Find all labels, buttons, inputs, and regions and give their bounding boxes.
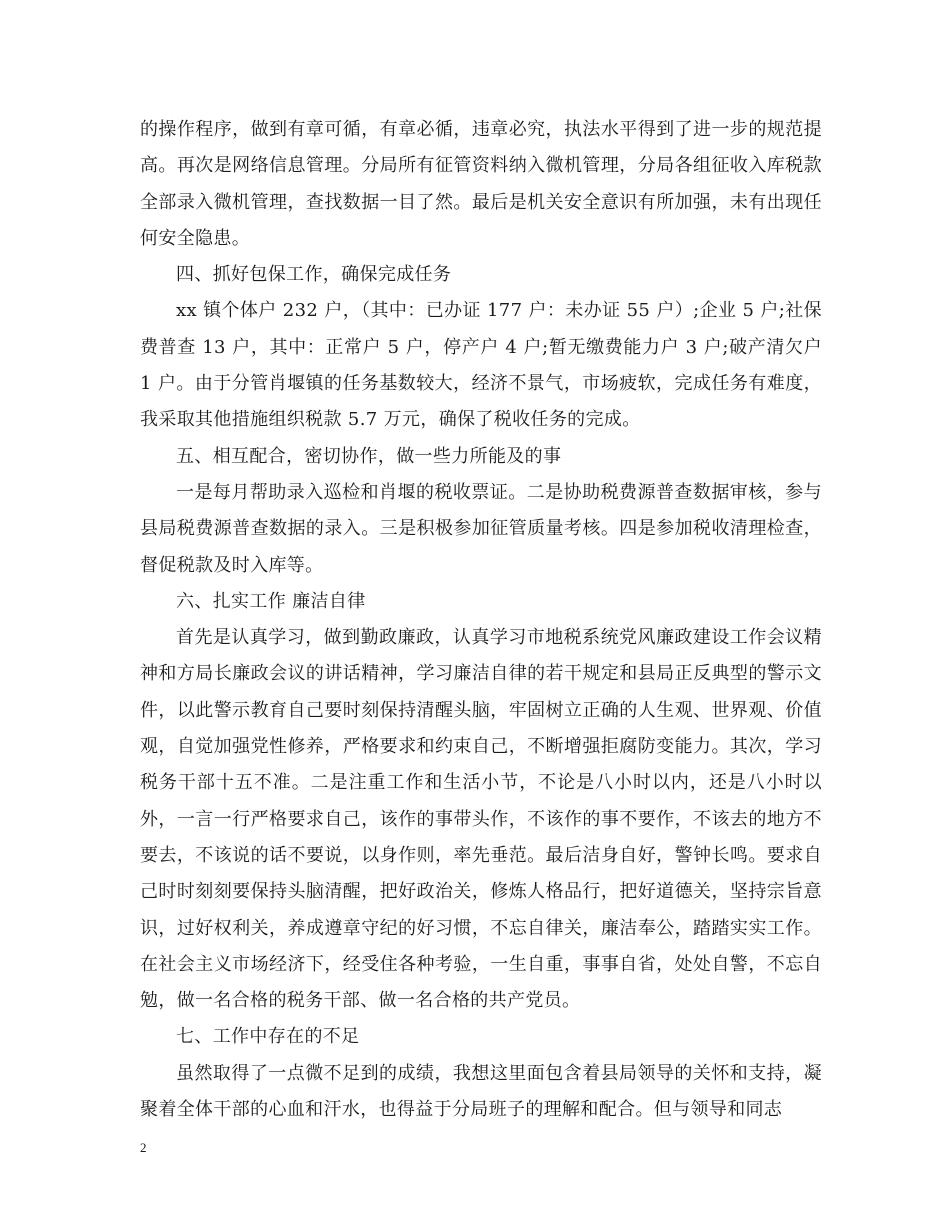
section-heading-4: 四、抓好包保工作，确保完成任务 [176,264,452,286]
paragraph-household-stats: xx 镇个体户 232 户，（其中：已办证 177 户：未办证 55 户）;企业 5 户;社保费普查 13 户，其中：正常户 5 户，停产户 4 户;暂无缴费能力户 3 户;破产清欠户 1 户。由于分管肖堰镇的任务基数较大，经济不景气，市场疲软，完成任务有难度，我采取其他措施组织税款 5.7 万元，确保了税收任务的完成。 [140,300,822,431]
page-number: 2 [140,1140,147,1155]
paragraph-integrity: 首先是认真学习，做到勤政廉政，认真学习市地税系统党风廉政建设工作会议精神和方局长廉政会议的讲话精神，学习廉洁自律的若干规定和县局正反典型的警示文件，以此警示教育自己要时刻保持清醒头脑，牢固树立正确的人生观、世界观、价值观，自觉加强党性修养，严格要求和约束自己，不断增强拒腐防变能力。其次，学习税务干部十五不准。二是注重工作和生活小节，不论是八小时以内，还是八小时以外，一言一行严格要求自己，该作的事带头作，不该作的事不要作，不该去的地方不要去，不该说的话不要说，以身作则，率先垂范。最后洁身自好，警钟长鸣。要求自己时时刻刻要保持头脑清醒，把好政治关，修炼人格品行，把好道德关，坚持宗旨意识，过好权利关，养成遵章守纪的好习惯，不忘自律关，廉洁奉公，踏踏实实工作。在社会主义市场经济下，经受住各种考验，一生自重，事事自省，处处自警，不忘自勉，做一名合格的税务干部、做一名合格的共产党员。 [140,627,822,1012]
section-heading-6: 六、扎实工作 廉洁自律 [176,590,366,612]
document-body [140,112,822,1128]
paragraph-cooperation: 一是每月帮助录入巡检和肖堰的税收票证。二是协助税费源普查数据审核，参与县局税费源普查数据的录入。三是积极参加征管质量考核。四是参加税收清理检查，督促税款及时入库等。 [140,481,822,576]
paragraph-shortcomings: 虽然取得了一点微不足到的成绩，我想这里面包含着县局领导的关怀和支持，凝聚着全体干部的心血和汗水，也得益于分局班子的理解和配合。但与领导和同志 [140,1062,822,1121]
section-heading-5: 五、相互配合，密切协作，做一些力所能及的事 [176,445,562,467]
section-heading-7: 七、工作中存在的不足 [176,1026,360,1048]
paragraph-continuation: 的操作程序，做到有章可循，有章必循，违章必究，执法水平得到了进一步的规范提高。再次是网络信息管理。分局所有征管资料纳入微机管理，分局各组征收入库税款全部录入微机管理，查找数据一目了然。最后是机关安全意识有所加强，未有出现任何安全隐患。 [140,119,822,249]
